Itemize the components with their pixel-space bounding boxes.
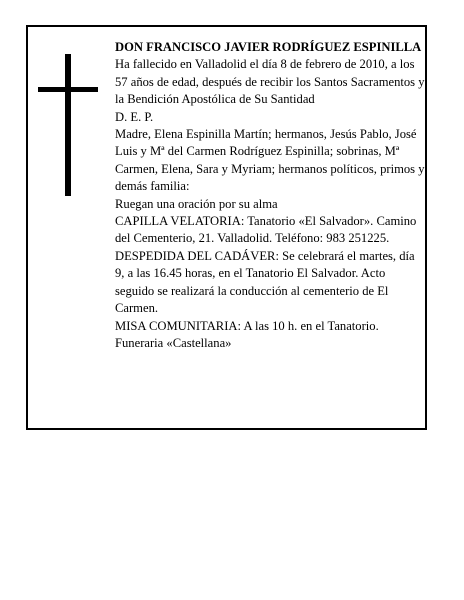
rest-in-peace: D. E. P. (115, 109, 154, 124)
death-announcement: Ha fallecido en Valladolid el día 8 de febrero de 2010, a los 57 años de edad, después de recibir los Santos Sacramentos y la Bendición Apostólica de Su Santidad (115, 57, 425, 107)
family-list: Madre, Elena Espinilla Martín; hermanos, Jesús Pablo, José Luis y Mª del Carmen Rodríguez Espinilla; sobrinas, Mª Carmen, Elena, Sara y Myriam; hermanos políticos, primos y demás familia: (115, 127, 425, 194)
farewell-info: DESPEDIDA DEL CADÁVER: Se celebrará el martes, día 9, a las 16.45 horas, en el Tanatorio El Salvador. Acto seguido se realizará la conducción al cementerio de El Carmen. (115, 248, 415, 316)
cross-icon (38, 54, 98, 196)
obituary-text (115, 39, 427, 352)
deceased-name: DON FRANCISCO JAVIER RODRÍGUEZ ESPINILLA (115, 40, 422, 54)
mass-info: MISA COMUNITARIA: A las 10 h. en el Tanatorio. (115, 318, 379, 333)
prayer-request: Ruegan una oración por su alma (115, 196, 278, 211)
funeral-home: Funeraria «Castellana» (115, 335, 232, 350)
wake-info: CAPILLA VELATORIA: Tanatorio «El Salvador». Camino del Cementerio, 21. Valladolid. Teléfono: 983 251225. (115, 214, 417, 246)
